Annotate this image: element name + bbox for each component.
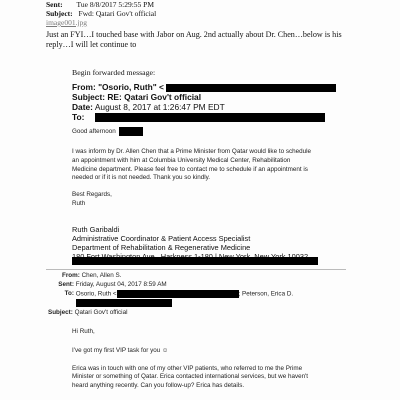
chen-subject-value: Qatari Gov't official	[74, 308, 128, 316]
chen-line-3: Minister or something of Qatar. Erica contacted international services, but we haven't	[72, 373, 309, 381]
chen-line-2: Erica was in touch with one of my other VIP patients, who referred to me the Prime	[72, 364, 303, 372]
subject-label: Subject:	[46, 9, 73, 18]
chen-to-value: Osorio, Ruth <	[75, 290, 117, 298]
redaction-block	[76, 299, 172, 307]
redaction-block	[119, 127, 143, 136]
sent-row	[46, 0, 156, 9]
chen-body	[72, 328, 308, 391]
sent-label: Sent:	[46, 0, 63, 9]
outer-body-line-1: Just an FYI…I touched base with Jabor on Aug. 2nd actually about Dr. Chen…below is his	[46, 30, 342, 39]
sig-title: Administrative Coordinator & Patient Access Specialist	[72, 234, 251, 243]
chen-to-label: To:	[64, 290, 74, 298]
fwd-closing	[72, 191, 112, 209]
chen-to-row	[48, 290, 293, 299]
redaction-block	[117, 290, 239, 298]
redaction-block	[72, 257, 318, 265]
fwd-body-line-1: I was inform by Dr. Allen Chen that a Prime Minister from Qatar would like to schedule	[72, 148, 312, 155]
chen-line-1: I've got my first VIP task for you ☺	[72, 346, 169, 354]
sig-name: Ruth Garibaldi	[72, 225, 120, 234]
outer-header	[46, 0, 156, 27]
fwd-body-line-4: needed or if it is not needed. Thank you so kindly.	[72, 174, 211, 182]
chen-from-row	[48, 272, 293, 281]
attachment-link[interactable]: image001.jpg	[46, 18, 88, 27]
chen-subject-label: Subject:	[48, 308, 73, 316]
forwarded-intro: Begin forwarded message:	[72, 68, 156, 77]
sent-value: Tue 8/8/2017 5:29:55 PM	[76, 0, 154, 9]
chen-line-4: heard anything recently. Can you follow-up? Erica has details.	[72, 382, 245, 390]
fwd-to-label: To:	[72, 112, 85, 122]
fwd-closing-line: Best Regards,	[72, 191, 112, 198]
divider	[46, 269, 346, 270]
subject-row	[46, 9, 156, 18]
fwd-subject-value: RE: Qatari Gov't official	[107, 92, 202, 102]
outer-body	[46, 30, 396, 50]
chen-to-cc: ; Peterson, Erica D.	[238, 290, 294, 298]
fwd-subject-row	[72, 92, 336, 102]
chen-from-value: Chen, Allen S.	[81, 272, 122, 279]
chen-greeting: Hi Ruth,	[72, 328, 95, 335]
fwd-body-line-2: an appointment with him at Columbia University Medical Center, Rehabilitation	[72, 156, 291, 164]
signature	[72, 225, 308, 261]
outer-body-line-2: reply…I will let continue to	[46, 40, 137, 49]
fwd-body-line-3: Medicine department. Please feel free to contact me to schedule if an appointment is	[72, 165, 308, 173]
chen-header	[48, 272, 293, 317]
redaction-block	[95, 113, 325, 122]
chen-to-cont-row	[48, 299, 293, 308]
fwd-from-label: From:	[72, 82, 96, 92]
redaction-block	[166, 84, 336, 92]
sig-dept: Department of Rehabilitation & Regenerative Medicine	[72, 243, 251, 252]
chen-sent-label: Sent:	[58, 280, 74, 288]
fwd-date-value: August 8, 2017 at 1:26:47 PM EDT	[94, 102, 225, 112]
chen-subject-row	[48, 309, 293, 318]
fwd-body	[72, 148, 311, 183]
fwd-closing-name: Ruth	[72, 199, 86, 207]
subject-value: Fwd: Qatari Gov't official	[78, 9, 157, 18]
fwd-date-label: Date:	[72, 102, 93, 112]
forwarded-header	[72, 82, 336, 122]
chen-sent-value: Friday, August 04, 2017 8:59 AM	[75, 280, 167, 288]
fwd-date-row	[72, 102, 336, 112]
chen-from-label: From:	[62, 272, 80, 279]
fwd-from-row	[72, 82, 336, 92]
fwd-to-row	[72, 112, 336, 122]
fwd-greeting: Good afternoon	[72, 128, 116, 136]
chen-sent-row	[48, 281, 293, 290]
fwd-greeting-row	[72, 127, 143, 136]
fwd-subject-label: Subject:	[72, 92, 106, 102]
fwd-from-value: "Osorio, Ruth" <	[98, 82, 164, 92]
